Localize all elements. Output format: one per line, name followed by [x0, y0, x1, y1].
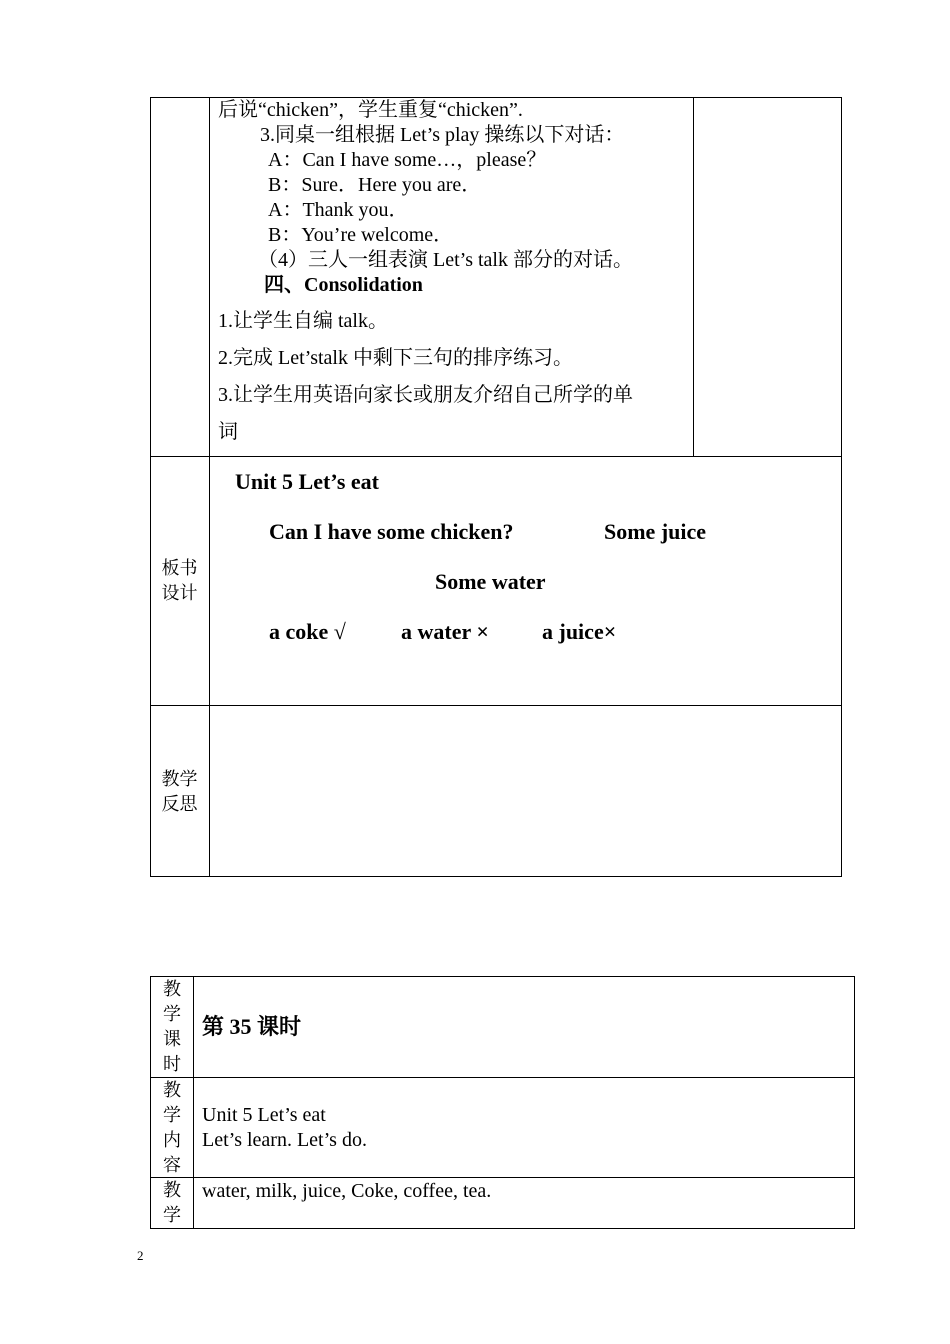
period-label: 教 学 课 时	[163, 979, 181, 1075]
board-item: a coke √	[269, 619, 346, 644]
process-line: 3.让学生用英语向家长或朋友介绍自己所学的单	[218, 384, 633, 406]
process-line: A：Thank you．	[268, 199, 409, 221]
reflection-label: 教学 反思	[161, 769, 198, 815]
process-line: B：You’re welcome．	[268, 224, 454, 246]
objective-label: 教 学	[163, 1180, 181, 1226]
process-line: B：Sure．Here you are．	[268, 174, 482, 196]
board-label: 板书 设计	[161, 558, 198, 604]
process-line: A：Can I have some…，please？	[268, 149, 547, 171]
board-line: Some juice	[604, 519, 707, 544]
process-line: 3.同桌一组根据 Let’s play 操练以下对话：	[260, 124, 625, 146]
board-item: a juice×	[542, 619, 617, 644]
process-line: 1.让学生自编 talk。	[218, 310, 388, 332]
period-value: 第 35 课时	[202, 1014, 302, 1039]
process-line: 词	[218, 421, 238, 443]
board-line: Some water	[435, 569, 546, 594]
content-line: Let’s learn. Let’s do.	[202, 1129, 367, 1151]
page-number: 2	[137, 1248, 144, 1263]
content-line: Unit 5 Let’s eat	[202, 1104, 326, 1126]
board-item: a water ×	[401, 619, 489, 644]
section-heading: 四、Consolidation	[264, 274, 423, 296]
process-line: 后说“chicken”，学生重复“chicken”.	[218, 99, 523, 121]
process-line: 2.完成 Let’stalk 中剩下三句的排序练习。	[218, 347, 573, 369]
board-line: Can I have some chicken?	[269, 519, 514, 544]
process-line: （4）三人一组表演 Let’s talk 部分的对话。	[258, 249, 633, 271]
objective-value: water, milk, juice, Coke, coffee, tea.	[202, 1180, 492, 1202]
content-label: 教 学 内 容	[163, 1080, 181, 1176]
board-title: Unit 5 Let’s eat	[235, 469, 379, 494]
